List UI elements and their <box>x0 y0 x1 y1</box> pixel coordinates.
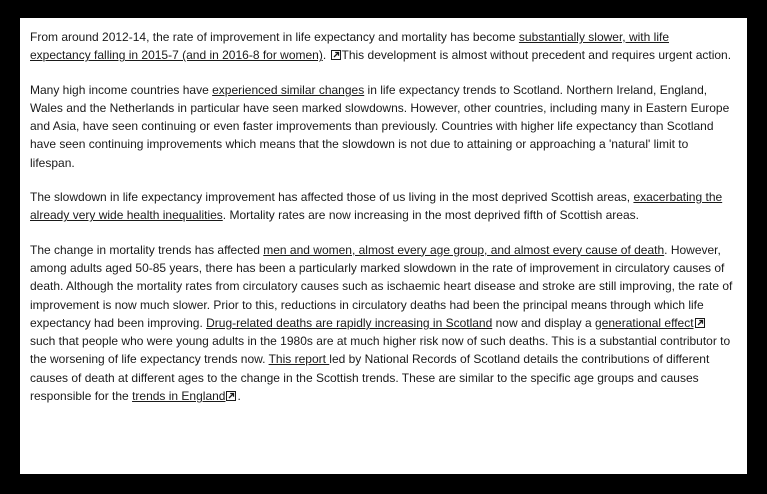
paragraph-text: . Mortality rates are now increasing in the most deprived fifth of Scottish areas. <box>222 208 639 223</box>
paragraph-text: From around 2012-14, the rate of improvement in life expectancy and mortality has become <box>30 30 519 44</box>
text-link[interactable]: experienced similar changes <box>212 82 365 97</box>
paragraph-text: This development is almost without precedent and requires urgent action. <box>341 48 732 63</box>
text-link[interactable]: substantially slower, with life expectancy falling in 2015-7 (and in 2016-8 for women) <box>30 30 669 63</box>
paragraph <box>30 241 733 406</box>
paragraph <box>30 188 733 225</box>
text-link[interactable]: generational effect <box>595 315 694 330</box>
external-link-icon[interactable] <box>226 391 236 401</box>
paragraph <box>30 81 733 172</box>
paragraph-text: The change in mortality trends has affected <box>30 242 264 257</box>
article-panel <box>20 18 747 474</box>
text-link[interactable]: men and women, almost every age group, and almost every cause of death <box>263 242 665 257</box>
paragraph-text: . <box>237 389 241 404</box>
text-link[interactable]: Drug-related deaths are rapidly increasing in Scotland <box>206 315 493 330</box>
text-link[interactable]: exacerbating the already very wide health inequalities <box>30 190 723 223</box>
external-link-icon[interactable] <box>695 318 705 328</box>
article-body <box>30 28 733 405</box>
paragraph-text: Many high income countries have <box>30 82 213 97</box>
paragraph <box>30 28 733 65</box>
paragraph-text: The slowdown in life expectancy improvement has affected those of us living in the most deprived Scottish areas, <box>30 190 634 205</box>
paragraph-text: led by National Records of Scotland details the contributions of different causes of death at different ages to the change in the Scottish trends. These are similar to the specific age groups and causes responsible for the <box>30 352 710 404</box>
paragraph-text: in life expectancy trends to Scotland. Northern Ireland, England, Wales and the Netherlands in particular have seen marked slowdowns. However, other countries, including many in Eastern Europe and Asia, have seen continuing or even faster improvements than previously. Countries with higher life expectancy than Scotland have seen continuing improvements which means that the slowdown is not due to attaining or approaching a 'natural' limit to lifespan. <box>30 82 730 170</box>
text-link[interactable]: This report <box>268 352 330 367</box>
external-link-icon[interactable] <box>331 50 341 60</box>
paragraph-text: . <box>322 48 330 63</box>
paragraph-text: such that people who were young adults in the 1980s are at much higher risk now of such deaths. This is a substantial contributor to the worsening of life expectancy trends now. <box>30 334 731 367</box>
paragraph-text: now and display a <box>492 315 596 330</box>
paragraph-text: . However, among adults aged 50-85 years, there has been a particularly marked slowdown in the rate of improvement in circulatory causes of death. Although the mortality rates from circulatory causes such as ischaemic heart disease and stroke are still improving, the rate of improvement is now much slower. Prior to this, reductions in circulatory deaths had been the principal means through which life expectancy had been improving. <box>30 242 733 330</box>
text-link[interactable]: trends in England <box>132 389 226 404</box>
